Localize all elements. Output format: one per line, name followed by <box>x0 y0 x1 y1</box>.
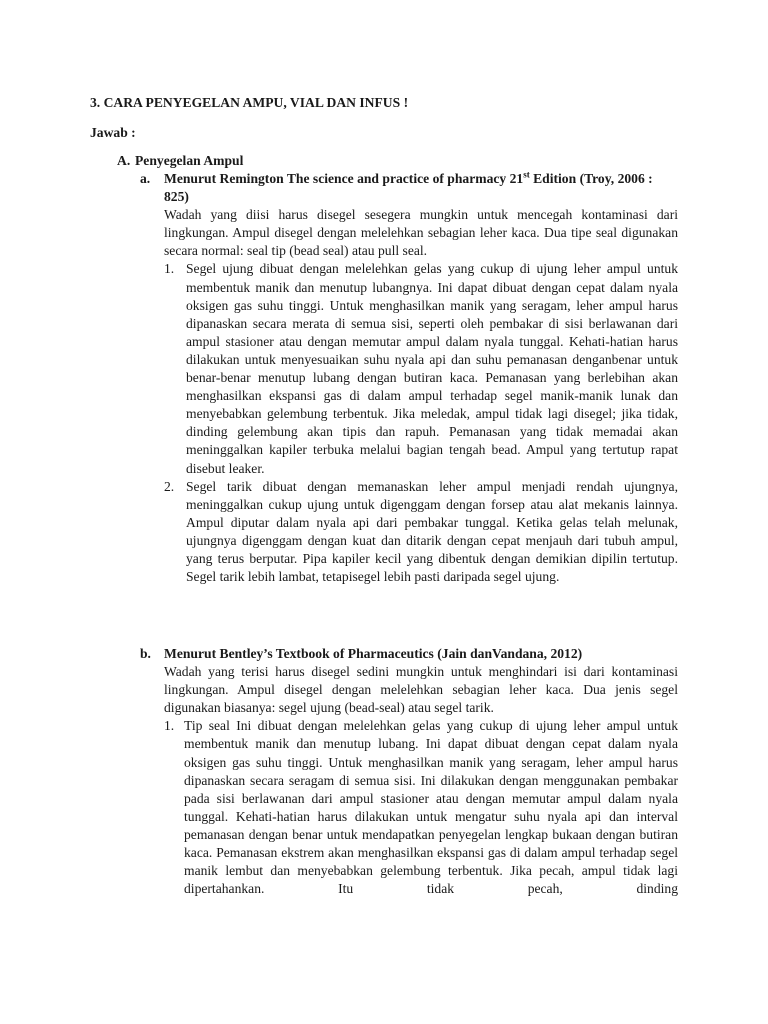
section-a-title: Penyegelan Ampul <box>135 153 244 168</box>
list-item <box>164 717 678 898</box>
list-item-number: 2. <box>164 478 175 494</box>
answer-label: Jawab : <box>90 125 136 140</box>
subsection-a-list <box>164 260 678 586</box>
subsection-b-intro: Wadah yang terisi harus disegel sedini mungkin untuk menghindari isi dari kontaminasi lingkungan. Ampul disegel dengan melelehkan sebagian leher kaca. Dua jenis segel digunakan biasanya: segel ujung (bead-seal) atau segel tarik. <box>164 664 678 716</box>
subsection-a-marker: a. <box>140 171 151 186</box>
list-item <box>164 478 678 587</box>
list-item <box>164 260 678 477</box>
subsection-b-list <box>164 717 678 898</box>
subsection-a-title <box>164 170 678 206</box>
subsection-b-marker: b. <box>140 646 151 661</box>
list-item-number: 1. <box>164 261 175 277</box>
subsection-a <box>140 170 678 586</box>
subsection-a-title-main: Menurut Remington The science and practice of pharmacy 21 <box>164 171 524 186</box>
list-item-number: 1. <box>164 718 175 734</box>
subsection-a-intro: Wadah yang diisi harus disegel sesegera mungkin untuk mencegah kontaminasi dari lingkungan. Ampul disegel dengan melelehkan sebagian leher kaca. Dua tipe seal digunakan secara normal: seal tip (bead seal) atau pull seal. <box>164 207 678 259</box>
question-heading: 3. CARA PENYEGELAN AMPU, VIAL DAN INFUS ! <box>90 95 409 110</box>
subsection-b <box>140 645 678 898</box>
list-item-text: Segel tarik dibuat dengan memanaskan leher ampul menjadi rendah ujungnya, meninggalkan cukup ujung untuk digenggam dengan forsep atau alat mekanis lainnya. Ampul diputar dalam nyala api dari pembakar tunggal. Ketika gelas telah melunak, ujungnya digenggam dengan kuat dan ditarik dengan cepat menjauh dari tubuh ampul, yang terus berputar. Pipa kapiler kecil yang dibentuk dengan demikian dipilin tertutup. Segel tarik lebih lambat, tetapisegel lebih pasti daripada segel ujung. <box>186 478 678 585</box>
subsection-b-title: Menurut Bentley’s Textbook of Pharmaceutics (Jain danVandana, 2012) <box>164 646 583 661</box>
subsection-a-title-tail: Edition (Troy, 2006 : 825) <box>164 171 653 205</box>
list-item-text: Segel ujung dibuat dengan melelehkan gelas yang cukup di ujung leher ampul untuk membentuk manik dan menutup lubangnya. Ini dapat dibuat dengan cepat dalam nyala oksigen gas suhu tinggi. Untuk menghasilkan manik yang seragam, leher ampul harus dipanaskan secara merata di semua sisi, seperti oleh pembakar di sisi berlawanan dari ampul stasioner atau dengan memutar ampul dalam nyala tunggal. Kehati-hatian harus dilakukan untuk menyesuaikan suhu nyala api dan suhu pemanasan denganbenar untuk benar-benar menutup lubang dengan butiran kaca. Pemanasan yang berlebihan akan menghasilkan ekspansi gas di dalam ampul terhadap segel manik-manik lunak dan menyebabkan gelembung terbentuk. Jika meledak, ampul tidak lagi disegel; jika tidak, dinding gelembung akan tipis dan rapuh. Pemanasan yang tidak memadai akan meninggalkan kapiler terbuka melalui bagian tengah bead. Ampul yang tertutup rapat disebut leaker. <box>186 261 678 476</box>
section-a-marker: A. <box>117 153 131 168</box>
list-item-text: Tip seal Ini dibuat dengan melelehkan gelas yang cukup di ujung leher ampul untuk membentuk manik dan menutup lubang. Ini dapat dibuat dengan cepat dalam nyala oksigen gas suhu tinggi. Untuk menghasilkan manik yang seragam, leher ampul harus dipanaskan secara seragam di semua sisi. Ini dilakukan dengan menggunakan pembakar pada sisi berlawanan dari ampul stasioner atau dengan memutar ampul dalam nyala tunggal. Kehati-hatian harus dilakukan untuk mengatur suhu nyala api dan interval pemanasan dengan benar untuk mendapatkan penyegelan lengkap bukaan dengan butiran kaca. Pemanasan ekstrem akan menghasilkan ekspansi gas di dalam ampul terhadap segel manik lembut dan menyebabkan gelembung terbentuk. Jika pecah, ampul tidak lagi dipertahankan. Itu tidak pecah, dinding <box>184 718 678 897</box>
subsection-a-title-sup: st <box>523 169 530 180</box>
section-a-heading <box>117 152 243 170</box>
